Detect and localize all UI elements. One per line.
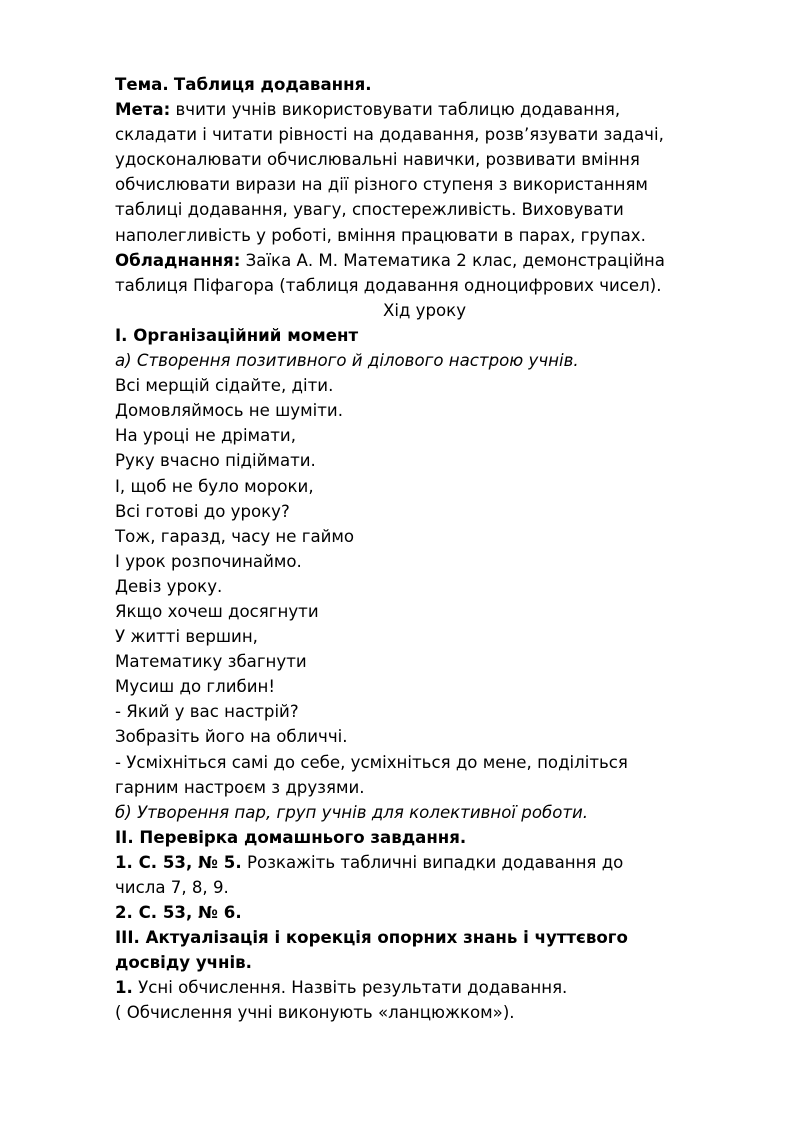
goal-text-line: наполегливість у роботі, вміння працювати в парах, групах. [115, 225, 646, 245]
topic-text: Таблиця додавання. [173, 75, 372, 94]
section-2-item-1-text: Розкажіть табличні випадки додавання до [246, 852, 624, 872]
goal-line [115, 97, 734, 122]
poem-line: Математику збагнути [115, 652, 307, 672]
poem-line: Девіз уроку. [115, 576, 223, 596]
equipment-text: Заїка А. М. Математика 2 клас, демонстраційна [245, 250, 665, 270]
section-3-item-1-text: Усні обчислення. Назвіть результати додавання. [138, 978, 568, 998]
topic-label: Тема. [115, 75, 169, 94]
poem-line: І, щоб не було мороки, [115, 476, 314, 496]
goal-text: вчити учнів використовувати таблицю додавання, [175, 100, 621, 120]
section-3-item-1 [115, 975, 734, 1000]
goal-text-line: удосконалювати обчислювальні навички, розвивати вміння [115, 150, 640, 170]
goal-label: Мета: [115, 100, 171, 120]
poem-line: Мусиш до глибин! [115, 677, 276, 697]
section-3-title-cont: досвіду учнів. [115, 953, 252, 973]
poem-line: Домовляймось не шуміти. [115, 401, 343, 421]
section-3-item-1-label: 1. [115, 978, 133, 998]
topic-line [115, 72, 734, 97]
section-1-sub-a: а) Створення позитивного й ділового настрою учнів. [115, 351, 579, 371]
equipment-line [115, 248, 734, 273]
goal-text-line: обчислювати вирази на дії різного ступеня з використанням [115, 175, 648, 195]
poem-line: І урок розпочинаймо. [115, 551, 302, 571]
poem-line: - Який у вас настрій? [115, 702, 299, 722]
section-3-title: ІІІ. Актуалізація і корекція опорних знань і чуттєвого [115, 928, 628, 948]
section-2-item-1 [115, 850, 734, 875]
poem-line: Тож, гаразд, часу не гаймо [115, 526, 355, 546]
poem-line: Руку вчасно підіймати. [115, 451, 316, 471]
section-3-item-1-note: ( Обчислення учні виконують «ланцюжком»). [115, 1003, 515, 1023]
lesson-course-heading: Хід уроку [382, 300, 467, 320]
section-2-item-2: 2. С. 53, № 6. [115, 903, 242, 923]
equipment-text-line: таблиця Піфагора (таблиця додавання одноцифрових чисел). [115, 275, 662, 295]
poem-line: Всі мерщій сідайте, діти. [115, 376, 334, 396]
equipment-label: Обладнання: [115, 250, 241, 270]
goal-text-line: таблиці додавання, увагу, спостережливість. Виховувати [115, 200, 624, 220]
poem-line: На уроці не дрімати, [115, 426, 296, 446]
poem-line: Всі готові до уроку? [115, 501, 290, 521]
section-2-item-1-label: 1. С. 53, № 5. [115, 852, 242, 872]
section-2-item-1-cont: числа 7, 8, 9. [115, 878, 229, 897]
poem-line: У житті вершин, [115, 627, 258, 647]
section-2-title: ІІ. Перевірка домашнього завдання. [115, 827, 467, 847]
section-1-sub-b: б) Утворення пар, груп учнів для колективної роботи. [115, 802, 589, 822]
poem-line: Якщо хочеш досягнути [115, 601, 319, 621]
goal-text-line: складати і читати рівності на додавання, розв’язувати задачі, [115, 125, 664, 145]
section-1-title: І. Організаційний момент [115, 325, 359, 345]
poem-line: Зобразіть його на обличчі. [115, 727, 348, 747]
poem-line: гарним настроєм з друзями. [115, 777, 365, 797]
poem-line: - Усміхніться самі до себе, усміхніться до мене, поділіться [115, 752, 628, 772]
